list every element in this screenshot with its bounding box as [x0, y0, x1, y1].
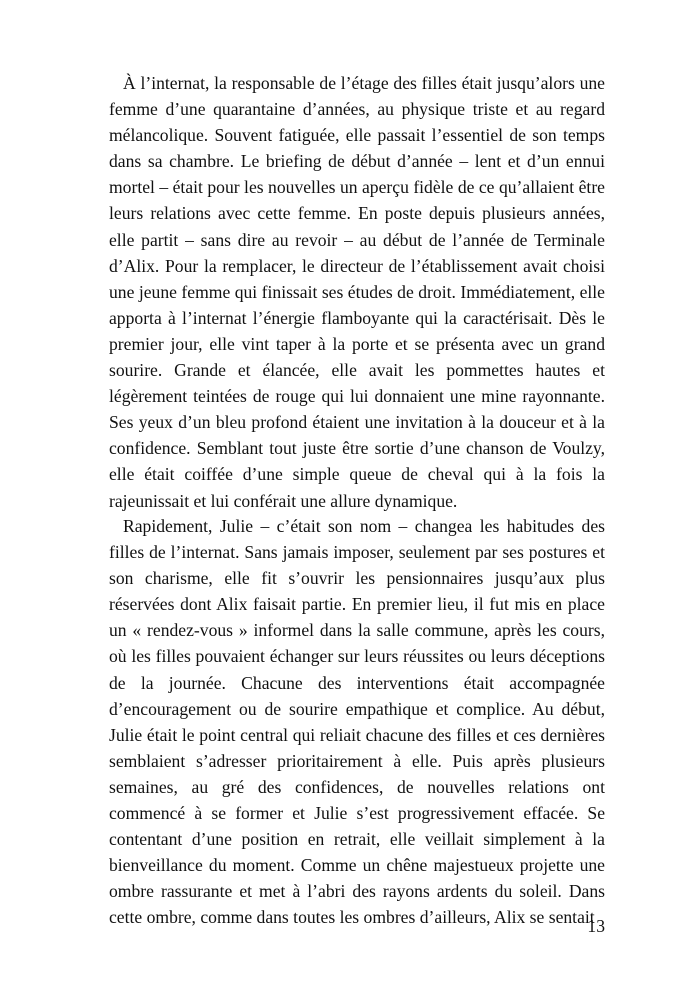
page-number: 13: [587, 916, 605, 936]
body-paragraph-1: À l’internat, la responsable de l’étage des filles était jusqu’alors une femme d’une quarantaine d’années, au physique triste et au regard mélancolique. Souvent fatiguée, elle passait l’essentiel de son temps dans sa chambre. Le briefing de début d’année – lent et d’un ennui mortel – était pour les nouvelles un aperçu fidèle de ce qu’allaient être leurs relations avec cette femme. En poste depuis plusieurs années, elle partit – sans dire au revoir – au début de l’année de Terminale d’Alix. Pour la remplacer, le directeur de l’établissement avait choisi une jeune femme qui finissait ses études de droit. Immédiatement, elle apporta à l’internat l’énergie flamboyante qui la caractérisait. Dès le premier jour, elle vint taper à la porte et se présenta avec un grand sourire. Grande et élancée, elle avait les pommettes hautes et légèrement teintées de rouge qui lui donnaient une mine rayonnante. Ses yeux d’un bleu profond étaient une invitation à la douceur et à la confidence. Semblant tout juste être sortie d’une chanson de Voulzy, elle était coiffée d’une simple queue de cheval qui à la fois la rajeunissait et lui conférait une allure dynamique.: [109, 73, 605, 511]
body-paragraph-2: Rapidement, Julie – c’était son nom – changea les habitudes des filles de l’internat. Sans jamais imposer, seulement par ses postures et son charisme, elle fit s’ouvrir les pensionnaires jusqu’aux plus réservées dont Alix faisait partie. En premier lieu, il fut mis en place un « rendez-vous » informel dans la salle commune, après les cours, où les filles pouvaient échanger sur leurs réussites ou leurs déceptions de la journée. Chacune des interventions était accompagnée d’encouragement ou de sourire empathique et complice. Au début, Julie était le point central qui reliait chacune des filles et ces dernières semblaient s’adresser prioritairement à elle. Puis après plusieurs semaines, au gré des confidences, de nouvelles relations ont commencé à se former et Julie s’est progressivement effacée. Se contentant d’une position en retrait, elle veillait simplement à la bienveillance du moment. Comme un chêne majestueux projette une ombre rassurante et met à l’abri des rayons ardents du soleil. Dans cette ombre, comme dans toutes les ombres d’ailleurs, Alix se sentait: [109, 516, 605, 928]
